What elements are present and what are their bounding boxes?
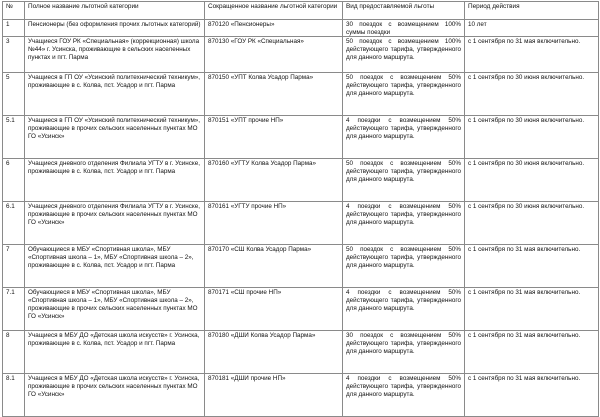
table-row: [3, 374, 599, 417]
header-full-name: Полное название льготной категории: [25, 2, 205, 20]
row-benefit-type: 4 поездки с возмещением 50% действующего тарифа, утвержденного для данного маршрута.: [343, 116, 465, 159]
row-short-name: 870151 «УПТ прочие НП»: [205, 116, 343, 159]
row-benefit-type: 50 поездок с возмещением 50% действующего тарифа, утвержденного для данного маршрута.: [343, 73, 465, 116]
row-number: 8.1: [3, 374, 25, 417]
row-benefit-type: 50 поездок с возмещением 50% действующего тарифа, утвержденного для данного маршрута.: [343, 245, 465, 288]
row-short-name: 870120 «Пенсионеры»: [205, 20, 343, 37]
row-number: 1: [3, 20, 25, 37]
row-benefit-type: 4 поездки с возмещением 50% действующего тарифа, утвержденного для данного маршрута.: [343, 288, 465, 331]
table-row: [3, 20, 599, 37]
header-short-name: Сокращенное название льготной категории: [205, 2, 343, 20]
row-full-name: Пенсионеры (без оформления прочих льготных категорий): [25, 20, 205, 37]
row-period: 10 лет: [465, 20, 599, 37]
row-full-name: Учащиеся в ГП ОУ «Усинский политехнический техникум», проживающие в прочих сельских населенных пунктах МО ГО «Усинск»: [25, 116, 205, 159]
row-number: 3: [3, 37, 25, 73]
table-row: [3, 37, 599, 73]
row-number: 7: [3, 245, 25, 288]
document-page: [0, 1, 600, 412]
row-number: 6: [3, 159, 25, 202]
row-full-name: Учащиеся ГОУ РК «Специальная» (коррекционная) школа №44» г. Усинска, проживающие в сельских населенных пунктах и пгт. Парма: [25, 37, 205, 73]
row-short-name: 870161 «УГТУ прочие НП»: [205, 202, 343, 245]
row-number: 6.1: [3, 202, 25, 245]
row-full-name: Обучающиеся в МБУ «Спортивная школа», МБУ «Спортивная школа – 1», МБУ «Спортивная школа – 2», проживающие в прочих сельских населенных пунктах МО ГО «Усинск»: [25, 288, 205, 331]
row-number: 5.1: [3, 116, 25, 159]
row-short-name: 870160 «УГТУ Колва Усадор Парма»: [205, 159, 343, 202]
table-row: [3, 288, 599, 331]
row-period: с 1 сентября по 31 мая включительно.: [465, 245, 599, 288]
table-row: [3, 202, 599, 245]
table-row: [3, 159, 599, 202]
row-number: 5: [3, 73, 25, 116]
row-period: с 1 сентября по 30 июня включительно.: [465, 159, 599, 202]
header-period: Период действия: [465, 2, 599, 20]
row-full-name: Учащиеся дневного отделения Филиала УГТУ в г. Усинске, проживающие в прочих сельских населенных пунктах МО ГО «Усинск»: [25, 202, 205, 245]
row-benefit-type: 30 поездок с возмещением 50% действующего тарифа, утвержденного для данного маршрута.: [343, 331, 465, 374]
table-body: [3, 20, 599, 417]
row-benefit-type: 50 поездок с возмещением 100% действующего тарифа, утвержденного для данного маршрута.: [343, 37, 465, 73]
row-number: 7.1: [3, 288, 25, 331]
row-number: 8: [3, 331, 25, 374]
row-short-name: 870150 «УПТ Колва Усадор Парма»: [205, 73, 343, 116]
benefit-categories-table: [2, 1, 599, 417]
row-full-name: Учащиеся в МБУ ДО «Детская школа искусств» г. Усинска, проживающие в с. Колва, пст. Усадор и пгт. Парма: [25, 331, 205, 374]
row-benefit-type: 50 поездок с возмещением 50% действующего тарифа, утвержденного для данного маршрута.: [343, 159, 465, 202]
row-full-name: Учащиеся в МБУ ДО «Детская школа искусств» г. Усинска, проживающие в прочих сельских населенных пунктах МО ГО «Усинск»: [25, 374, 205, 417]
row-full-name: Учащиеся в ГП ОУ «Усинский политехнический техникум», проживающие в с. Колва, пст. Усадор и пгт. Парма: [25, 73, 205, 116]
row-short-name: 870181 «ДШИ прочие НП»: [205, 374, 343, 417]
row-full-name: Учащиеся дневного отделения Филиала УГТУ в г. Усинске, проживающие в с. Колва, пст. Усадор и пгт. Парма: [25, 159, 205, 202]
row-period: с 1 сентября по 30 июня включительно.: [465, 73, 599, 116]
row-short-name: 870171 «СШ прочие НП»: [205, 288, 343, 331]
row-period: с 1 сентября по 31 мая включительно.: [465, 288, 599, 331]
header-number: №: [3, 2, 25, 20]
row-short-name: 870170 «СШ Колва Усадор Парма»: [205, 245, 343, 288]
table-row: [3, 245, 599, 288]
table-row: [3, 116, 599, 159]
row-benefit-type: 4 поездки с возмещением 50% действующего тарифа, утвержденного для данного маршрута.: [343, 202, 465, 245]
row-short-name: 870130 «ГОУ РК «Специальная»: [205, 37, 343, 73]
row-period: с 1 сентября по 31 мая включительно.: [465, 331, 599, 374]
row-period: с 1 сентября по 30 июня включительно.: [465, 116, 599, 159]
table-row: [3, 331, 599, 374]
row-period: с 1 сентября по 31 мая включительно.: [465, 374, 599, 417]
table-header-row: [3, 2, 599, 20]
header-benefit-type: Вид предоставляемой льготы: [343, 2, 465, 20]
row-short-name: 870180 «ДШИ Колва Усадор Парма»: [205, 331, 343, 374]
row-period: с 1 сентября по 31 мая включительно.: [465, 37, 599, 73]
table-row: [3, 73, 599, 116]
row-period: с 1 сентября по 30 июня включительно.: [465, 202, 599, 245]
row-full-name: Обучающиеся в МБУ «Спортивная школа», МБУ «Спортивная школа – 1», МБУ «Спортивная школа – 2», проживающие в с. Колва, пст. Усадор и пгт. Парма: [25, 245, 205, 288]
row-benefit-type: 4 поездки с возмещением 50% действующего тарифа, утвержденного для данного маршрута.: [343, 374, 465, 417]
row-benefit-type: 30 поездок с возмещением 100% суммы поездки: [343, 20, 465, 37]
